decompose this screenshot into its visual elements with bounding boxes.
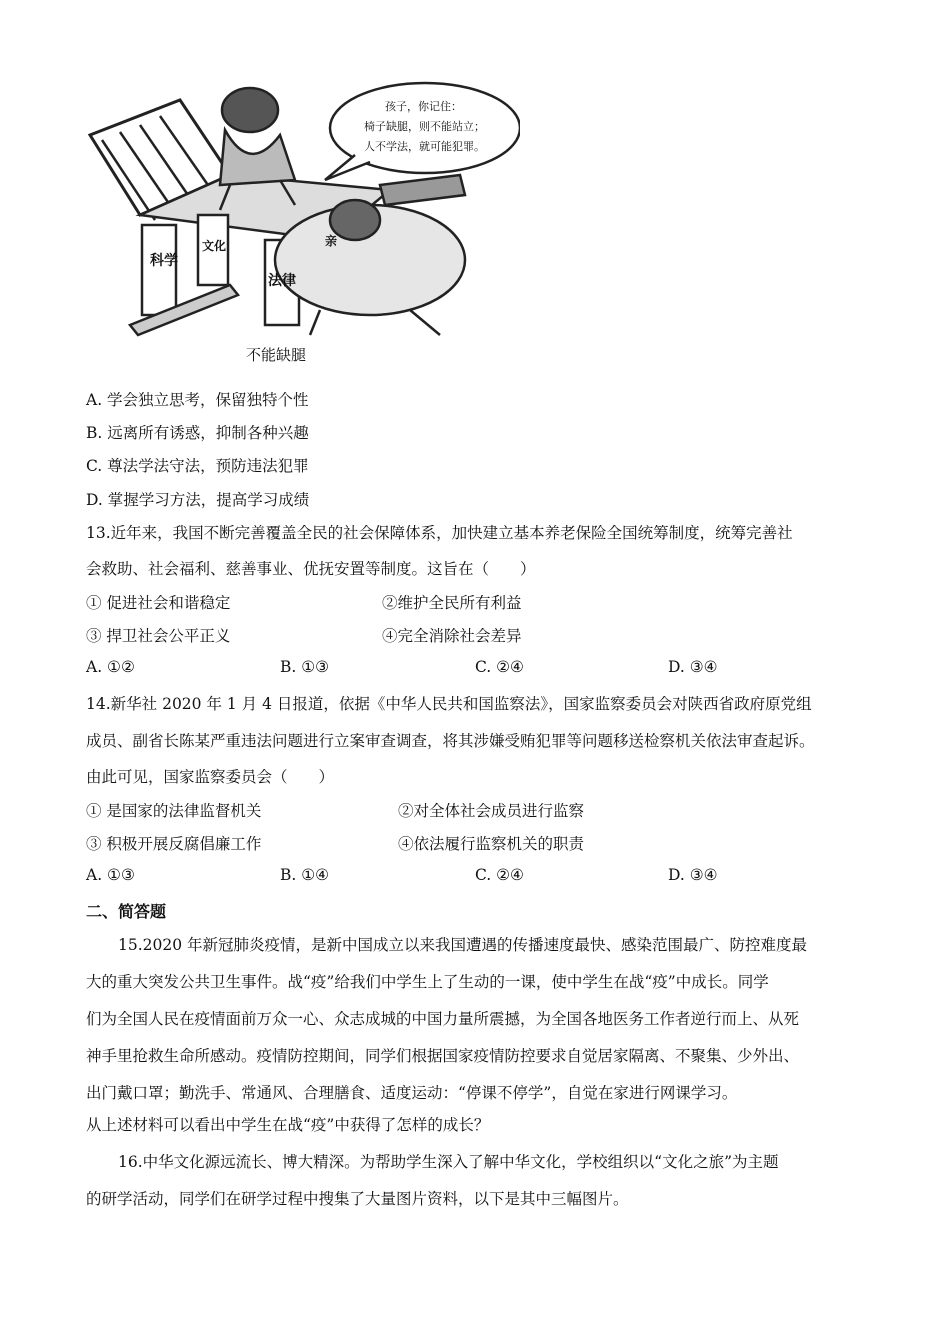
bubble-line-2: 椅子缺腿，则不能站立； [364, 120, 485, 133]
q12-option-b: B. 远离所有诱惑，抑制各种兴趣 [86, 424, 309, 442]
q15-question: 从上述材料可以看出中学生在战“疫”中获得了怎样的成长？ [86, 1116, 490, 1134]
q13-stem-line-2: 会救助、社会福利、慈善事业、优抚安置等制度。这旨在（ ） [86, 560, 536, 578]
q13-choice-c: C. ②④ [475, 658, 524, 676]
q15-line-4: 神手里抢救生命所感动。疫情防控期间，同学们根据国家疫情防控要求自觉居家隔离、不聚集、少外出、 [86, 1047, 800, 1065]
q14-choice-d: D. ③④ [668, 866, 718, 884]
bubble-line-3: 人不学法，就可能犯罪。 [364, 140, 485, 153]
q13-choice-b: B. ①③ [280, 658, 330, 676]
section-title: 二、简答题 [86, 902, 167, 921]
leg-label-law: 法律 [268, 273, 296, 289]
q14-stem-line-2: 成员、副省长陈某严重违法问题进行立案审查调查，将其涉嫌受贿犯罪等问题移送检察机关依法审查起诉。 [86, 732, 815, 750]
q13-item-4: ④完全消除社会差异 [382, 627, 522, 645]
q13-stem-line-1: 13.近年来，我国不断完善覆盖全民的社会保障体系，加快建立基本养老保险全国统筹制度，统筹完善社 [86, 524, 793, 542]
q14-choice-a: A. ①③ [86, 866, 135, 884]
q14-item-4: ④依法履行监察机关的职责 [398, 835, 585, 853]
q13-choice-a: A. ①② [86, 658, 135, 676]
q12-option-a: A. 学会独立思考，保留独特个性 [86, 391, 309, 409]
q12-option-d: D. 掌握学习方法，提高学习成绩 [86, 491, 310, 509]
leg-label-culture: 文化 [202, 239, 227, 253]
q14-item-1: ① 是国家的法律监督机关 [86, 802, 262, 820]
q14-choice-c: C. ②④ [475, 866, 524, 884]
q14-item-3: ③ 积极开展反腐倡廉工作 [86, 835, 262, 853]
q12-option-c: C. 尊法学法守法，预防违法犯罪 [86, 457, 309, 475]
q15-line-1: 15.2020 年新冠肺炎疫情，是新中国成立以来我国遭遇的传播速度最快、感染范围最广、防控难度最 [118, 936, 808, 954]
q14-item-2: ②对全体社会成员进行监察 [398, 802, 585, 820]
q14-choice-b: B. ①④ [280, 866, 330, 884]
q13-item-2: ②维护全民所有利益 [382, 594, 522, 612]
q14-stem-line-1: 14.新华社 2020 年 1 月 4 日报道，依据《中华人民共和国监察法》，国家监察委员会对陕西省政府原党组 [86, 695, 812, 713]
leg-label-family: 亲 [325, 234, 338, 248]
q15-line-2: 大的重大突发公共卫生事件。战“疫”给我们中学生上了生动的一课，使中学生在战“疫”中成长。同学 [86, 973, 769, 991]
q14-stem-line-3: 由此可见，国家监察委员会（ ） [86, 768, 335, 786]
cartoon-caption: 不能缺腿 [246, 346, 307, 364]
q16-line-1: 16.中华文化源远流长、博大精深。为帮助学生深入了解中华文化，学校组织以“文化之旅”为主题 [118, 1153, 779, 1171]
leg-label-science: 科学 [150, 253, 178, 269]
cartoon-illustration [80, 80, 520, 340]
q13-item-3: ③ 捍卫社会公平正义 [86, 627, 231, 645]
q16-line-2: 的研学活动，同学们在研学过程中搜集了大量图片资料，以下是其中三幅图片。 [86, 1190, 629, 1208]
q15-line-5: 出门戴口罩；勤洗手、常通风、合理膳食、适度运动：“停课不停学”，自觉在家进行网课学习。 [86, 1084, 738, 1102]
q15-line-3: 们为全国人民在疫情面前万众一心、众志成城的中国力量所震撼，为全国各地医务工作者逆行而上、从死 [86, 1010, 800, 1028]
bubble-line-1: 孩子，你记住： [385, 100, 462, 113]
q13-choice-d: D. ③④ [668, 658, 718, 676]
q13-item-1: ① 促进社会和谐稳定 [86, 594, 231, 612]
